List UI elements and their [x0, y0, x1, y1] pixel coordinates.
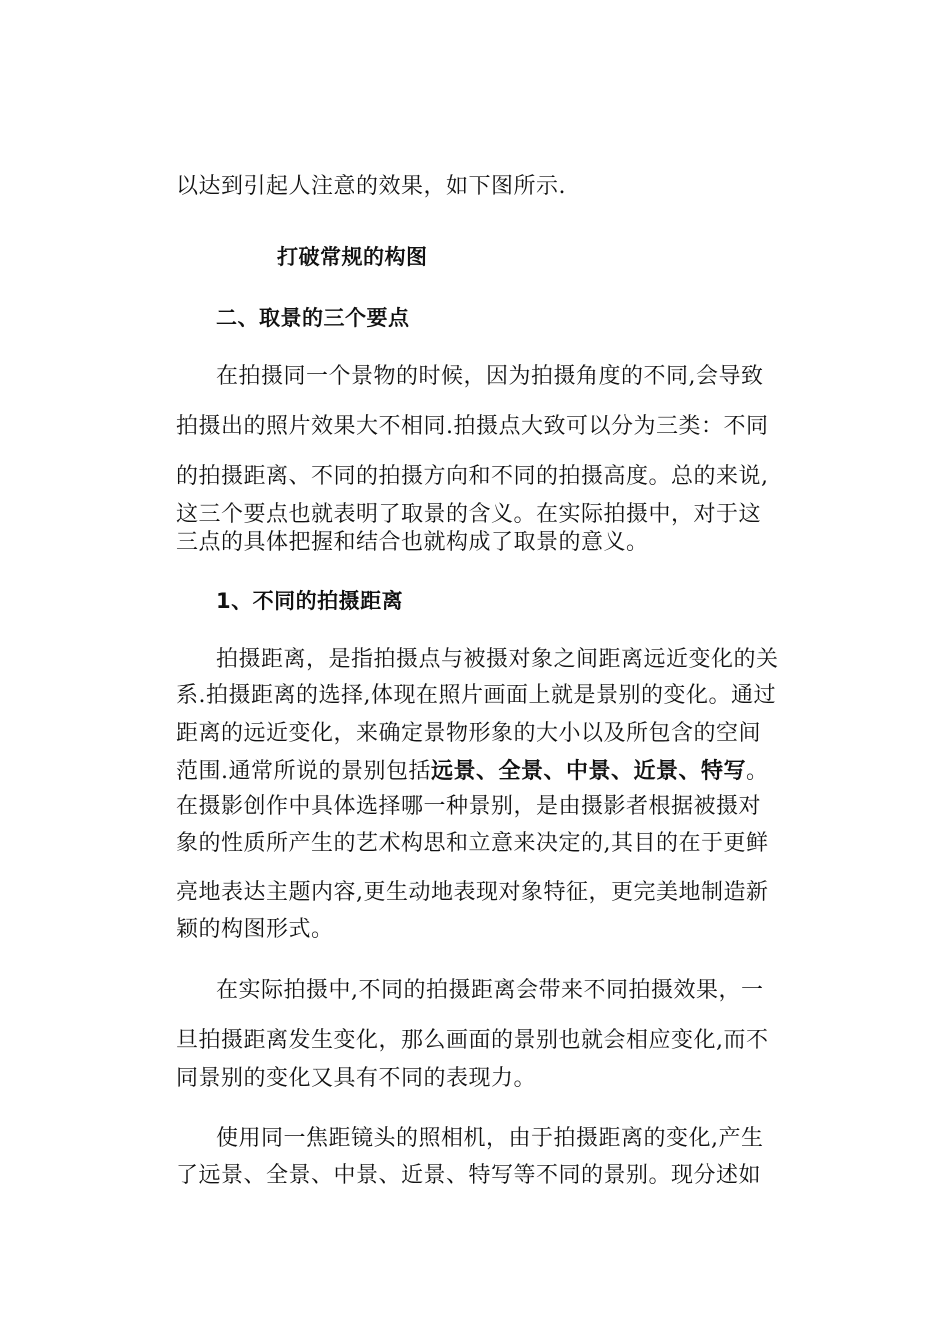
body-text-line: 在摄影创作中具体选择哪一种景别，是由摄影者根据被摄对 — [176, 794, 762, 819]
body-text-line: 拍摄距离，是指拍摄点与被摄对象之间距离远近变化的关 — [216, 647, 779, 672]
section-heading: 二、取景的三个要点 — [216, 306, 410, 330]
subsection-heading: 1、不同的拍摄距离 — [216, 589, 404, 613]
body-text-line: 亮地表达主题内容,更生动地表现对象特征，更完美地制造新 — [176, 880, 769, 905]
body-text-line: 拍摄出的照片效果大不相同.拍摄点大致可以分为三类：不同 — [176, 414, 769, 439]
body-text-line: 这三个要点也就表明了取景的含义。在实际拍摄中，对于这 — [176, 502, 762, 527]
figure-caption: 打破常规的构图 — [277, 245, 428, 269]
body-text-line: 在拍摄同一个景物的时候，因为拍摄角度的不同,会导致 — [216, 364, 764, 389]
body-text-segment: 范围.通常所说的景别包括 — [176, 759, 431, 784]
body-text-line: 的拍摄距离、不同的拍摄方向和不同的拍摄高度。总的来说, — [176, 464, 769, 489]
body-text-line: 距离的远近变化，来确定景物形象的大小以及所包含的空间 — [176, 721, 762, 746]
body-text-line: 同景别的变化又具有不同的表现力。 — [176, 1066, 537, 1091]
body-text-line-with-emphasis — [176, 756, 776, 787]
body-text-line: 象的性质所产生的艺术构思和立意来决定的,其目的在于更鲜 — [176, 831, 769, 856]
body-text-line: 使用同一焦距镜头的照相机，由于拍摄距离的变化,产生 — [216, 1126, 764, 1151]
body-text-segment: 。 — [746, 759, 769, 784]
body-text-line: 三点的具体把握和结合也就构成了取景的意义。 — [176, 530, 649, 555]
body-text-line: 在实际拍摄中,不同的拍摄距离会带来不同拍摄效果，一 — [216, 978, 764, 1003]
body-text-line: 颖的构图形式。 — [176, 917, 334, 942]
body-text-line: 以达到引起人注意的效果，如下图所示. — [176, 174, 566, 199]
body-text-line: 旦拍摄距离发生变化，那么画面的景别也就会相应变化,而不 — [176, 1028, 769, 1053]
emphasized-shot-types: 远景、全景、中景、近景、特写 — [431, 758, 747, 784]
body-text-line: 系.拍摄距离的选择,体现在照片画面上就是景别的变化。通过 — [176, 683, 776, 708]
body-text-line: 了远景、全景、中景、近景、特写等不同的景别。现分述如 — [176, 1163, 762, 1188]
